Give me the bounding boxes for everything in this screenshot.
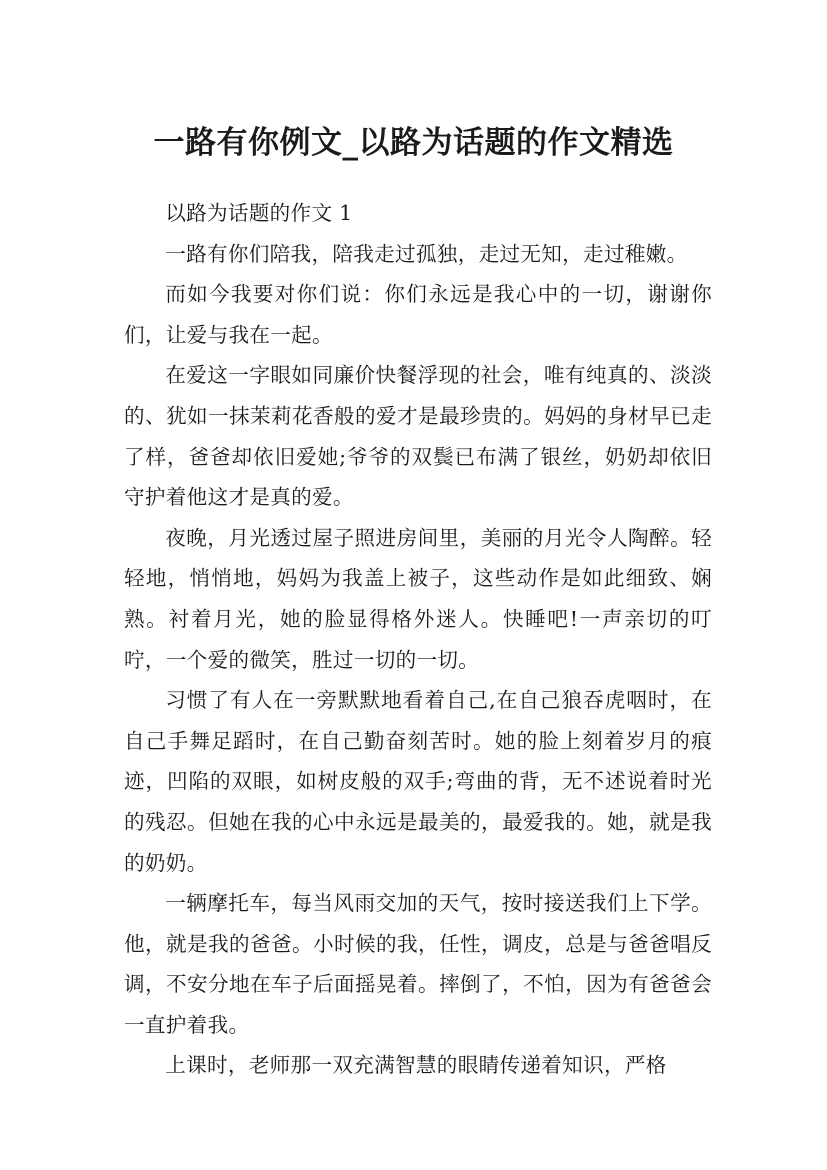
paragraph: 而如今我要对你们说：你们永远是我心中的一切，谢谢你们，让爱与我在一起。	[124, 282, 712, 347]
document-title: 一路有你例文_以路为话题的作文精选	[153, 124, 674, 161]
paragraph: 夜晚，月光透过屋子照进房间里，美丽的月光令人陶醉。轻轻地，悄悄地，妈妈为我盖上被子，这些动作是如此细致、娴熟。衬着月光，她的脸显得格外迷人。快睡吧!一声亲切的叮咛，一个爱的微笑，胜过一切的一切。	[124, 525, 712, 672]
paragraph: 习惯了有人在一旁默默地看着自己,在自己狼吞虎咽时，在自己手舞足蹈时，在自己勤奋刻苦时。她的脸上刻着岁月的痕迹，凹陷的双眼，如树皮般的双手;弯曲的背，无不述说着时光的残忍。但她在我的心中永远是最美的，最爱我的。她，就是我的奶奶。	[124, 688, 712, 875]
paragraph: 一路有你们陪我，陪我走过孤独，走过无知，走过稚嫩。	[165, 241, 688, 266]
paragraph: 在爱这一字眼如同廉价快餐浮现的社会，唯有纯真的、淡淡的、犹如一抹茉莉花香般的爱才是最珍贵的。妈妈的身材早已走了样，爸爸却依旧爱她;爷爷的双鬓已布满了银丝，奶奶却依旧守护着他这才是真的爱。	[124, 363, 712, 510]
paragraph: 上课时，老师那一双充满智慧的眼睛传递着知识，严格	[165, 1053, 667, 1078]
essay-subheading: 以路为话题的作文 1	[165, 201, 353, 225]
document-body	[124, 193, 712, 1086]
paragraph: 一辆摩托车，每当风雨交加的天气，按时接送我们上下学。他，就是我的爸爸。小时候的我，任性，调皮，总是与爸爸唱反调，不安分地在车子后面摇晃着。摔倒了，不怕，因为有爸爸会一直护着我。	[124, 891, 712, 1037]
